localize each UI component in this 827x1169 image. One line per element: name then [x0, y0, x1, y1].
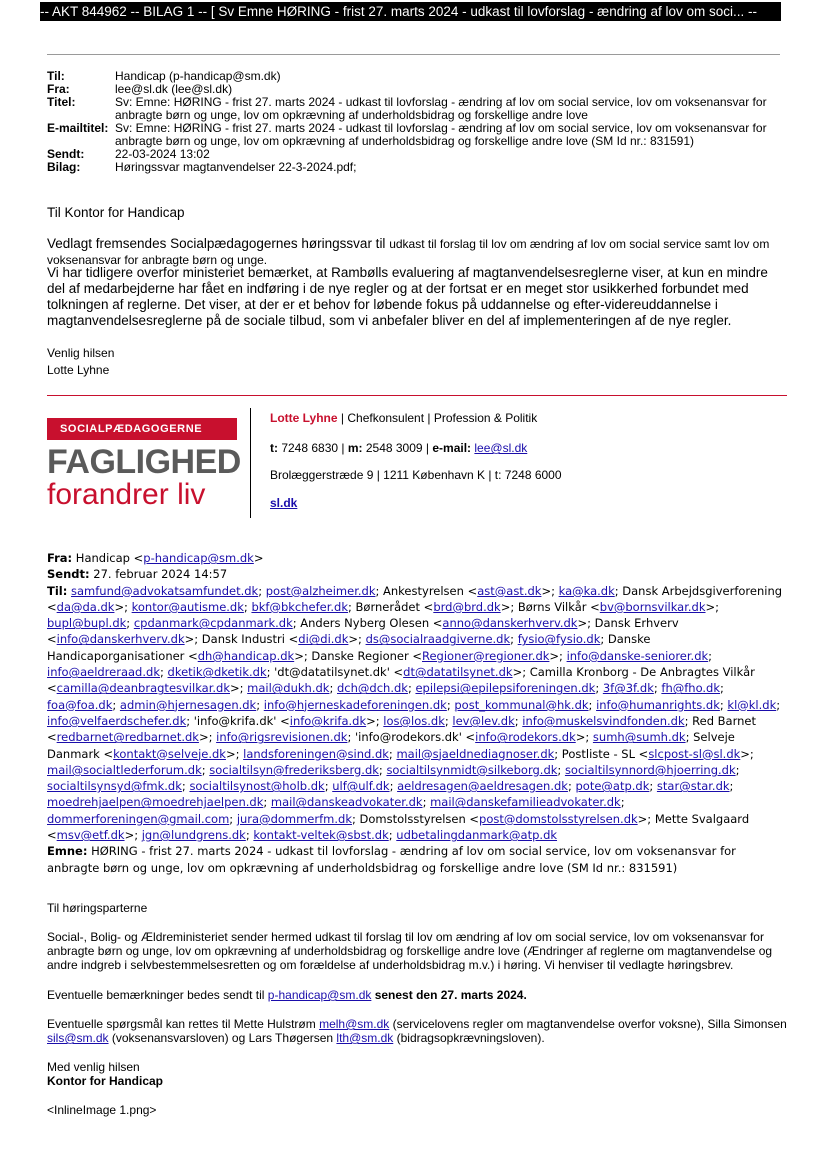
- recipient-email-link[interactable]: fysio@fysio.dk: [517, 632, 601, 647]
- body2-p3-link-lth[interactable]: lth@sm.dk: [336, 1031, 394, 1045]
- recipient-text: ;: [557, 762, 565, 777]
- recipient-email-link[interactable]: bv@bornsvilkar.dk: [599, 599, 706, 614]
- recipient-text: >; Camilla Kronborg - De Anbragtes Vilkår <: [47, 665, 755, 696]
- sendt-label: Sendt:: [47, 147, 85, 161]
- document-title-bar: -- AKT 844962 -- BILAG 1 -- [ Sv Emne HØRING - frist 27. marts 2024 - udkast til lovforslag - ændring af lov om soci... --: [40, 2, 781, 21]
- recipient-email-link[interactable]: socialtilsynnord@hjoerring.dk: [564, 762, 736, 777]
- recipient-email-link[interactable]: 3f@3f.dk: [602, 681, 654, 696]
- body2-closing: Med venlig hilsen: [47, 1060, 140, 1074]
- logo-band: SOCIALPÆDAGOGERNE: [47, 418, 237, 440]
- body2-paragraph-1: Social-, Bolig- og Ældreministeriet sender hermed udkast til forslag til lov om ændring af lov om social service, lov om voksenansvar for anbragte børn og unge, lov om opkrævning af underholdsbidrag og forskellige andre love (Ændringer af reglerne om magtanvendelse og andre indgreb i selvbestemmelsesretten og om forældelse af underholdsbidrag m.v.) i høring. Vi henviser til vedlagte høringsbrev.: [47, 930, 773, 972]
- forward-fra-link[interactable]: p-handicap@sm.dk: [143, 551, 254, 565]
- sendt-value: 22-03-2024 13:02: [115, 147, 210, 161]
- recipient-email-link[interactable]: cpdanmark@cpdanmark.dk: [133, 616, 293, 631]
- recipient-text: ;: [446, 697, 455, 712]
- recipient-email-link[interactable]: kontor@autisme.dk: [131, 599, 244, 614]
- body2-inline-image: <InlineImage 1.png>: [47, 1103, 157, 1117]
- recipient-text: ;: [181, 779, 190, 794]
- recipient-email-link[interactable]: info@humanrights.dk: [596, 697, 720, 712]
- forward-fra-line: [47, 550, 787, 566]
- recipient-email-link[interactable]: brd@brd.dk: [433, 599, 501, 614]
- recipient-email-link[interactable]: ds@socialraadgiverne.dk: [365, 632, 511, 647]
- recipient-text: ;: [245, 828, 254, 843]
- recipient-text: ;: [159, 665, 168, 680]
- forward-sendt-label: Sendt:: [47, 567, 90, 582]
- bilag-value: Høringssvar magtanvendelser 22-3-2024.pdf;: [115, 160, 357, 174]
- recipient-email-link[interactable]: admin@hjernesagen.dk: [119, 697, 257, 712]
- recipient-text: >;: [225, 746, 244, 761]
- recipient-email-link[interactable]: moedrehjaelpen@moedrehjaelpen.dk: [47, 795, 264, 810]
- forward-emne-value: HØRING - frist 27. marts 2024 - udkast til lovforslag - ændring af lov om social service, lov om voksenansvar for anbragte børn og unge, lov om opkrævning af underholdsbidrag og forskellige andre love (SM Id nr.: 831591): [47, 844, 736, 875]
- recipient-text: >;: [366, 713, 384, 728]
- logo-forandrer-liv: forandrer liv: [47, 478, 206, 511]
- recipient-email-link[interactable]: mail@danskefamilieadvokater.dk: [430, 795, 621, 810]
- recipient-text: ;: [329, 681, 337, 696]
- recipient-text: ;: [649, 779, 657, 794]
- reply-p1-start: Vedlagt fremsendes Socialpædagogernes høringssvar til: [47, 236, 390, 251]
- recipient-email-link[interactable]: socialtilsyn@frederiksberg.dk: [209, 762, 379, 777]
- recipient-text: ;: [567, 779, 576, 794]
- recipient-email-link[interactable]: kontakt-veltek@sbst.dk: [253, 828, 389, 843]
- recipient-email-link[interactable]: info@rodekors.dk: [475, 730, 576, 745]
- card-email-link[interactable]: lee@sl.dk: [474, 441, 528, 455]
- recipient-text: ;: [514, 713, 523, 728]
- recipient-text: ;: [595, 681, 603, 696]
- recipient-email-link[interactable]: post_kommunal@hk.dk: [454, 697, 589, 712]
- recipient-text: ;: [229, 811, 237, 826]
- recipient-text: ;: [389, 779, 398, 794]
- body2-paragraph-3: [47, 1017, 787, 1045]
- body2-p3-b: (servicelovens regler om magtanvendelse overfor voksne), Silla Simonsen: [389, 1017, 787, 1031]
- forward-til-label: Til:: [47, 583, 68, 598]
- recipient-text: ;: [776, 697, 781, 712]
- recipient-email-link[interactable]: los@los.dk: [383, 713, 445, 728]
- body2-paragraph-2: [47, 988, 787, 1002]
- recipient-text: ; Børnerådet <: [348, 599, 434, 614]
- card-name-line: [270, 411, 537, 425]
- recipient-email-link[interactable]: slcpost-sl@sl.dk: [648, 746, 741, 761]
- recipient-email-link[interactable]: socialtilsynost@holb.dk: [189, 779, 325, 794]
- body2-p2-link[interactable]: p-handicap@sm.dk: [267, 988, 372, 1002]
- recipient-text: ;: [388, 746, 397, 761]
- recipient-text: >;: [198, 730, 217, 745]
- recipient-email-link[interactable]: da@da.dk: [56, 599, 115, 614]
- recipient-text: >;: [705, 599, 720, 614]
- recipient-email-link[interactable]: info@rigsrevisionen.dk: [216, 730, 348, 745]
- card-divider: [250, 408, 251, 518]
- body2-p3-d: (bidragsopkrævningsloven).: [393, 1031, 545, 1045]
- recipient-text: >; Dansk Industri <: [184, 632, 299, 647]
- recipient-email-link[interactable]: dch@dch.dk: [337, 681, 408, 696]
- recipient-text: ;: [719, 697, 728, 712]
- recipient-text: ;: [620, 795, 625, 810]
- body2-office: Kontor for Handicap: [47, 1074, 163, 1088]
- forward-fra-label: Fra:: [47, 551, 73, 565]
- recipient-email-link[interactable]: info@danske-seniorer.dk: [566, 648, 709, 663]
- recipient-email-link[interactable]: info@krifa.dk: [289, 713, 367, 728]
- body2-greeting: Til høringsparterne: [47, 901, 148, 915]
- body2-p3-c: (voksenansvarsloven) og Lars Thøgersen: [108, 1031, 337, 1045]
- forward-fra-end: >: [253, 551, 264, 565]
- recipient-text: >;: [230, 681, 248, 696]
- recipient-text: >; Børns Vilkår <: [500, 599, 600, 614]
- recipient-text: >;: [575, 730, 593, 745]
- recipient-email-link[interactable]: fh@fho.dk: [661, 681, 721, 696]
- bilag-label: Bilag:: [47, 160, 81, 174]
- recipient-text: >; Mette Svalgaard <: [47, 811, 750, 843]
- recipient-email-link[interactable]: jgn@lundgrens.dk: [141, 828, 246, 843]
- recipient-text: ;: [243, 599, 252, 614]
- recipient-text: ;: [388, 828, 397, 843]
- card-email-label: e-mail:: [432, 441, 472, 455]
- card-t-value: 7248 6830 |: [278, 441, 348, 455]
- recipient-text: ;: [444, 713, 453, 728]
- recipient-email-link[interactable]: redbarnet@redbarnet.dk: [56, 730, 199, 745]
- recipient-text: ; Danske Handicaporganisationer <: [47, 632, 651, 663]
- recipient-email-link[interactable]: landsforeningen@sind.dk: [243, 746, 389, 761]
- recipient-email-link[interactable]: epilepsi@epilepsiforeningen.dk: [415, 681, 596, 696]
- recipient-text: >;: [740, 746, 754, 761]
- recipient-text: ;: [588, 697, 597, 712]
- reply-p1-end: udkast til forslag til lov om ændring af lov om social service samt lov om voksenansvar for anbragte børn og unge.: [47, 237, 770, 267]
- recipient-email-link[interactable]: info@danskerhverv.dk: [56, 632, 185, 647]
- fra-value: lee@sl.dk (lee@sl.dk): [115, 82, 233, 96]
- logo-faglighed: FAGLIGHED: [47, 443, 241, 481]
- fra-label: Fra:: [47, 82, 70, 96]
- recipient-email-link[interactable]: ka@ka.dk: [558, 583, 615, 598]
- recipient-email-link[interactable]: bupl@bupl.dk: [47, 616, 127, 631]
- recipient-text: ;: [735, 762, 740, 777]
- recipient-email-link[interactable]: camilla@deanbragtesvilkar.dk: [56, 681, 230, 696]
- recipient-email-link[interactable]: info@velfaerdschefer.dk: [47, 713, 187, 728]
- recipient-email-link[interactable]: ast@ast.dk: [477, 583, 542, 598]
- recipient-email-link[interactable]: post@domstolsstyrelsen.dk: [479, 811, 638, 826]
- recipient-text: ;: [112, 697, 120, 712]
- signature-divider: [47, 395, 787, 396]
- reply-closing: Venlig hilsen: [47, 346, 115, 360]
- reply-greeting: Til Kontor for Handicap: [47, 205, 185, 220]
- recipient-email-link[interactable]: pote@atp.dk: [575, 779, 650, 794]
- recipient-email-link[interactable]: socialtilsynsyd@fmk.dk: [47, 779, 182, 794]
- recipient-text: ; Postliste - SL <: [554, 746, 649, 761]
- recipient-text: ;: [324, 779, 333, 794]
- recipient-text: >;: [549, 648, 567, 663]
- recipient-email-link[interactable]: mail@dukh.dk: [247, 681, 330, 696]
- recipient-email-link[interactable]: ulf@ulf.dk: [332, 779, 390, 794]
- recipient-text: ;: [729, 779, 734, 794]
- recipient-email-link[interactable]: foa@foa.dk: [47, 697, 113, 712]
- recipient-email-link[interactable]: mail@sjaeldnediagnoser.dk: [396, 746, 555, 761]
- forward-til-line: [47, 583, 787, 844]
- titel-value: Sv: Emne: HØRING - frist 27. marts 2024 - udkast til lovforslag - ændring af lov om social service, lov om voksenansvar for anbragte børn og unge, lov om opkrævning af underholdsbidrag og forskellige andre love: [115, 95, 767, 122]
- card-contact-line: [270, 441, 527, 455]
- card-name: Lotte Lyhne: [270, 411, 338, 425]
- recipient-email-link[interactable]: samfund@advokatsamfundet.dk: [70, 583, 259, 598]
- forward-emne-label: Emne:: [47, 844, 88, 859]
- recipient-text: ;: [407, 681, 416, 696]
- recipient-text: >;: [124, 828, 142, 843]
- recipient-email-link[interactable]: info@aeldreraad.dk: [47, 665, 160, 680]
- forward-header: [47, 550, 787, 876]
- recipient-email-link[interactable]: aeldresagen@aeldresagen.dk: [397, 779, 568, 794]
- recipient-text: ;: [126, 616, 134, 631]
- card-m-value: 2548 3009 |: [362, 441, 433, 455]
- card-m-label: m:: [347, 441, 363, 455]
- til-label: Til:: [47, 69, 65, 83]
- card-t-label: t:: [270, 441, 278, 455]
- email-header: [47, 70, 787, 174]
- recipient-text: ;: [256, 697, 264, 712]
- recipient-text: ; 'info@krifa.dk' <: [186, 713, 290, 728]
- recipient-email-link[interactable]: Regioner@regioner.dk: [422, 648, 550, 663]
- til-value: Handicap (p-handicap@sm.dk): [115, 69, 281, 83]
- body2-p2-deadline: senest den 27. marts 2024.: [371, 988, 527, 1002]
- reply-signature-name: Lotte Lyhne: [47, 363, 110, 377]
- recipient-email-link[interactable]: info@muskelsvindfonden.dk: [522, 713, 685, 728]
- recipient-email-link[interactable]: anno@danskerhverv.dk: [442, 616, 578, 631]
- forward-fra-value: Handicap <: [72, 551, 144, 565]
- reply-paragraph-2: Vi har tidligere overfor ministeriet bemærket, at Rambølls evaluering af magtanvendelsesreglerne viser, at kun en mindre del af medarbejderne har fået en indføring i de nye regler og at der fortsat er en meget stor usikkerhed forbundet med tolkningen af reglerne. Det viser, at der er et behov for løbende fokus på uddannelse og efter-videreuddannelse i magtanvendelsesreglerne på de sociale tilbud, som vi anbefaler bliver en del af implementeringen af de nye regler.: [47, 265, 768, 328]
- recipient-text: ;: [708, 648, 713, 663]
- recipient-text: ; Domstolsstyrelsen <: [351, 811, 480, 826]
- recipient-email-link[interactable]: star@star.dk: [656, 779, 730, 794]
- recipient-email-link[interactable]: socialtilsynmidt@silkeborg.dk: [386, 762, 558, 777]
- forward-sendt-line: [47, 566, 787, 582]
- recipient-email-link[interactable]: udbetalingdanmark@atp.dk: [396, 828, 558, 843]
- card-web-link[interactable]: sl.dk: [270, 496, 298, 510]
- recipient-email-link[interactable]: dketik@dketik.dk: [167, 665, 267, 680]
- recipient-email-link[interactable]: jura@dommerfm.dk: [236, 811, 352, 826]
- recipient-email-link[interactable]: mail@danskeadvokater.dk: [270, 795, 423, 810]
- emailtitel-label: E-mailtitel:: [47, 121, 109, 135]
- recipient-text: ;: [378, 762, 387, 777]
- card-title: | Chefkonsulent | Profession & Politik: [337, 411, 538, 425]
- recipient-text: ;: [201, 762, 210, 777]
- recipient-text: >; Danske Regioner <: [294, 648, 422, 663]
- card-address: Brolæggerstræde 9 | 1211 København K | t: 7248 6000: [270, 468, 562, 482]
- recipient-email-link[interactable]: lev@lev.dk: [452, 713, 515, 728]
- body2-p3-link-melh[interactable]: melh@sm.dk: [319, 1017, 390, 1031]
- recipient-text: ;: [422, 795, 431, 810]
- recipient-email-link[interactable]: bkf@bkchefer.dk: [251, 599, 349, 614]
- recipient-email-link[interactable]: info@hjerneskadeforeningen.dk: [263, 697, 447, 712]
- recipient-text: ; Selveje Danmark <: [47, 730, 735, 761]
- recipient-text: ; Red Barnet <: [47, 713, 756, 745]
- header-rule: [47, 54, 780, 55]
- body2-p2-start: Eventuelle bemærkninger bedes sendt til: [47, 988, 268, 1002]
- recipient-text: ; Dansk Arbejdsgiverforening <: [47, 583, 783, 614]
- recipient-email-link[interactable]: msv@etf.dk: [56, 828, 125, 843]
- recipient-email-link[interactable]: dommerforeningen@gmail.com: [47, 811, 230, 826]
- body2-p3-link-sils[interactable]: sils@sm.dk: [47, 1031, 109, 1045]
- recipient-email-link[interactable]: mail@socialtlederforum.dk: [47, 762, 202, 777]
- recipient-text: >;: [541, 583, 559, 598]
- reply-paragraph-1: [47, 236, 787, 268]
- emailtitel-value: Sv: Emne: HØRING - frist 27. marts 2024 - udkast til lovforslag - ændring af lov om social service, lov om voksenansvar for anbragte børn og unge, lov om opkrævning af underholdsbidrag og forskellige andre love (SM Id nr.: 831591): [115, 121, 767, 148]
- recipient-text: >; Dansk Erhverv <: [47, 616, 679, 647]
- recipient-text: ;: [510, 632, 518, 647]
- recipient-email-link[interactable]: sumh@sumh.dk: [592, 730, 686, 745]
- recipient-email-link[interactable]: kontakt@selveje.dk: [113, 746, 226, 761]
- recipient-text: ;: [720, 681, 724, 696]
- body2-p3-a: Eventuelle spørgsmål kan rettes til Mette Hulstrøm: [47, 1017, 320, 1031]
- recipient-text: ;: [653, 681, 662, 696]
- recipient-email-link[interactable]: dt@datatilsynet.dk: [403, 665, 513, 680]
- forward-sendt-value: 27. februar 2024 14:57: [89, 567, 228, 582]
- recipient-text: ;: [258, 583, 266, 598]
- recipient-text: ; Anders Nyberg Olesen <: [292, 616, 443, 631]
- recipient-text: ; 'dt@datatilsynet.dk' <: [266, 665, 404, 680]
- recipient-email-link[interactable]: post@alzheimer.dk: [265, 583, 376, 598]
- socialpaedagogerne-logo: [47, 418, 241, 514]
- recipient-email-link[interactable]: kl@kl.dk: [727, 697, 777, 712]
- recipient-text: >;: [348, 632, 366, 647]
- recipient-text: >;: [114, 599, 132, 614]
- recipient-text: ;: [263, 795, 271, 810]
- recipient-email-link[interactable]: di@di.dk: [298, 632, 349, 647]
- titel-label: Titel:: [47, 95, 76, 109]
- forward-emne-line: [47, 843, 787, 876]
- recipient-text: ; 'info@rodekors.dk' <: [347, 730, 476, 745]
- recipient-email-link[interactable]: dh@handicap.dk: [197, 648, 295, 663]
- recipient-text: ; Ankestyrelsen <: [375, 583, 478, 598]
